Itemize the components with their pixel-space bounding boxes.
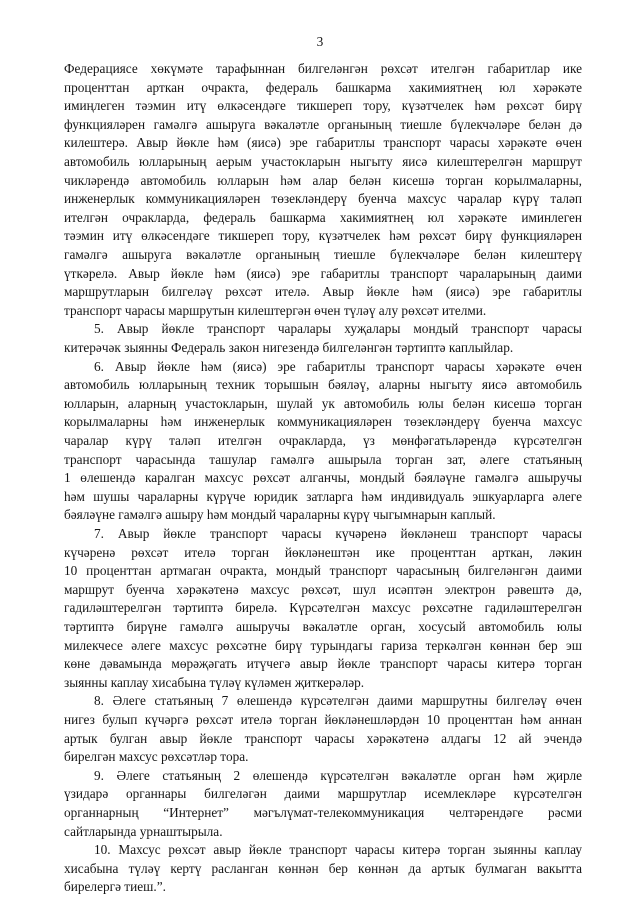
paragraph-first-line: 7. Авыр йөкле транспорт чарасы күчәренә йөкләнеш транспорт чарасы [94,526,582,541]
text-line: күчәренә рөхсәт ителә торган йөкләнештән ике проценттан арткан, ләкин [64,544,582,560]
text-line: Федерациясе хөкүмәте тарафыннан билгеләнгән рөхсәт ителгән габаритлар ике [64,61,582,76]
text-line: бәяләүне гамәлгә ашыру һәм мондый чараларны күрү чыгымнарын каплый. [64,507,496,523]
text-line: тәэмин итү өлкәсендәге тикшереп тору, күзәтчелек һәм рөхсәт бирү функцияләрен [64,228,582,244]
text-line: гамәлгә ашыруга вәкаләтле органының тиешле бүлекчәләре белән килештерү [64,247,582,262]
text-line: һәм шушы чараларны күрүче юридик затларга һәм индивидуаль эшкуарларга әлеге [64,488,582,504]
text-line: ителгән очракларда, федераль башкарма хакимиятнең юл хәрәкәте иминлеген [64,209,582,225]
text-line: функцияләрен гамәлгә ашыруга вәкаләтле органының тиешле бүлекчәләре белән дә [64,116,582,132]
text-line: бирелергә тиеш.”. [64,879,166,895]
text-line: 1 өлешендә каралган махсус рөхсәт алганчы, мондый бәяләүне гамәлгә ашыручы [64,470,582,486]
text-line: органнарның “Интернет” мәгълүмат-телекоммуникация челтәрендәге рәсми [64,805,582,820]
text-line: көне дәвамында мөрәҗәгать итүчегә авыр йөкле транспорт чарасы китерә торган [64,656,582,672]
text-line: автомобиль юлларының техник торышын бәяләү, аларны ныгыту яисә автомобиль [64,377,582,393]
text-line: милекчесе әлеге махсус рөхсәтне бирү турындагы гариза теркәлгән көннән бер эш [64,637,582,653]
text-line: имиңлеген тәэмин итү өлкәсендәге тикшереп тору, күзәтчелек һәм рөхсәт бирү [64,98,582,114]
text-line: маршрутларын билгеләү рөхсәт ителә. Авыр йөкле һәм (яисә) эре габаритлы [64,284,582,300]
paragraph-first-line: 10. Махсус рөхсәт авыр йөкле транспорт чарасы китерә торган зыянны каплау [94,842,582,858]
text-line: транспорт чарасында ташулар гамәлгә ашырыла торган зат, әлеге статьяның [64,451,582,467]
text-line: проценттан арткан очракта, федераль башкарма хакимиятнең юл хәрәкәте [64,79,582,95]
text-line: бирелгән махсус рөхсәтләр тора. [64,749,249,765]
paragraph-first-line: 8. Әлеге статьяның 7 өлешендә күрсәтелгән даими маршрутны билгеләү өчен [94,693,582,709]
text-line: артык булган авыр йөкле транспорт чарасы хәрәкәтенә алдагы 12 ай эчендә [64,730,582,746]
text-line: сайтларында урнаштырыла. [64,823,223,839]
text-line: автомобиль юлларының аерым участокларын ныгыту яисә килештерелгән маршрут [64,154,582,169]
text-line: транспорт чарасы маршрутын килештергән өчен түләү алу рөхсәт ителми. [64,302,487,318]
paragraph-first-line: 6. Авыр йөкле һәм (яисә) эре габаритлы транспорт чарасы хәрәкәте өчен [94,358,582,374]
text-line: үткәрелә. Авыр йөкле һәм (яисә) эре габаритлы транспорт чараларының даими [64,265,582,281]
text-line: гадиләштерелгән тәртиптә бирелә. Күрсәтелгән махсус рөхсәтне гадиләштерелгән [64,600,582,616]
text-line: 10 проценттан артмаган очракта, мондый транспорт чарасының билгеләнгән даими [64,563,582,579]
text-line: нигез булып күчәргә рөхсәт ителә торган йөкләнешләрдән 10 проценттан һәм аннан [64,712,582,727]
text-line: зыянны каплау хисабына түләү күләмен җиткерәләр. [64,674,365,690]
text-line: чаралар күрү таләп ителгән очракларда, үз мөнфәгатьләрендә күрсәтелгән [64,433,582,448]
paragraph-first-line: 5. Авыр йөкле транспорт чаралары хуҗалары мондый транспорт чарасы [94,321,582,337]
text-line: тәртиптә бирүне гамәлгә ашыручы вәкаләтле орган, хосусый автомобиль юлы [64,619,582,634]
text-line: инженерлык коммуникацияләрен төзекләндерү буенча махсус чаралар күрү таләп [64,191,582,207]
text-line: килештерә. Авыр йөкле һәм (яисә) эре габаритлы транспорт чарасы хәрәкәте өчен [64,135,582,151]
page-number: 3 [316,34,324,49]
text-line: үзидарә органнары билгеләгән даими маршрутлар исемлекләре күрсәтелгән [64,786,582,802]
text-line: хисабына түләү кертү расланган көннән бер көннән да артык булмаган вакытта [64,860,582,876]
text-line: маршрут буенча хәрәкәтенә махсус рөхсәт, шул исәптән электрон рәвештә дә, [64,581,582,597]
text-line: чикләрендә автомобиль юлларын һәм алар белән кисешә торган корылмаларны, [64,172,582,188]
text-line: корылмаларны һәм инженерлык коммуникацияләрен төзекләндерү буенча махсус [64,414,582,430]
paragraph-first-line: 9. Әлеге статьяның 2 өлешендә күрсәтелгән вәкаләтле орган һәм җирле [94,767,582,783]
text-line: юлларын, аларның участокларын, шулай ук автомобиль юлы белән кисешә торган [64,395,582,411]
text-line: китерәчәк зыянны Федераль закон нигезендә билгеләнгән тәртиптә каплыйлар. [64,340,514,355]
